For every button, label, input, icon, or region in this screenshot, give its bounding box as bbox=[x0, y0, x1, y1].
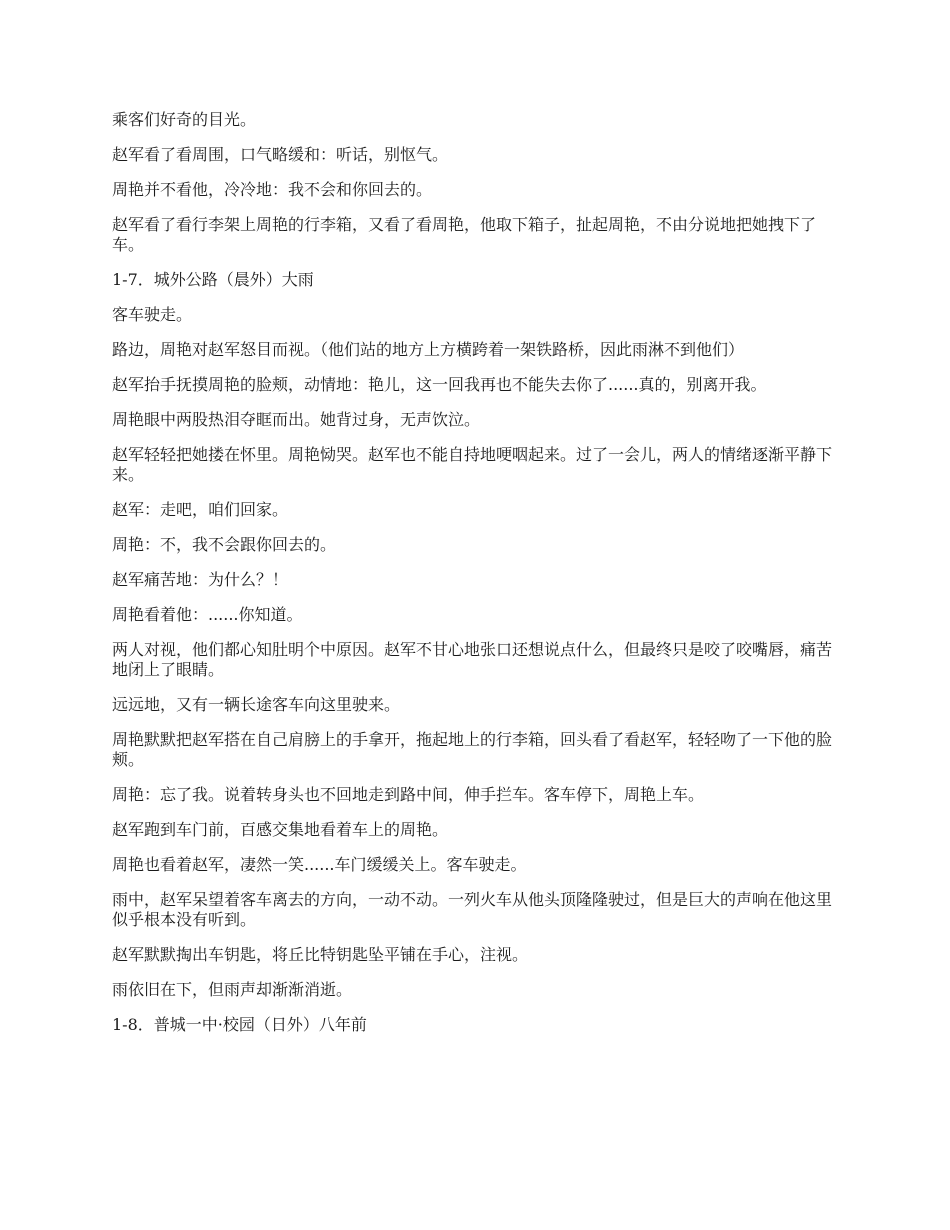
paragraph: 赵军抬手抚摸周艳的脸颊，动情地：艳儿，这一回我再也不能失去你了......真的，别离开我。 bbox=[112, 375, 767, 394]
paragraph: 赵军看了看行李架上周艳的行李箱，又看了看周艳，他取下箱子，扯起周艳，不由分说地把她拽下了车。 bbox=[112, 215, 817, 254]
paragraph: 雨中，赵军呆望着客车离去的方向，一动不动。一列火车从他头顶隆隆驶过，但是巨大的声响在他这里似乎根本没有听到。 bbox=[112, 890, 833, 929]
paragraph: 周艳默默把赵军搭在自己肩膀上的手拿开，拖起地上的行李箱，回头看了看赵军，轻轻吻了一下他的脸颊。 bbox=[112, 730, 833, 769]
paragraph: 赵军跑到车门前，百感交集地看着车上的周艳。 bbox=[112, 820, 449, 839]
scene-heading: 1-7．城外公路（晨外）大雨 bbox=[112, 270, 314, 289]
paragraph: 路边，周艳对赵军怒目而视。（他们站的地方上方横跨着一架铁路桥，因此雨淋不到他们） bbox=[112, 340, 745, 359]
paragraph: 客车驶走。 bbox=[112, 305, 193, 324]
document-body bbox=[112, 110, 840, 1050]
paragraph: 周艳：忘了我。说着转身头也不回地走到路中间，伸手拦车。客车停下，周艳上车。 bbox=[112, 785, 705, 804]
scene-heading: 1-8．普城一中·校园（日外）八年前 bbox=[112, 1015, 367, 1034]
paragraph: 赵军看了看周围，口气略缓和：听话，别怄气。 bbox=[112, 145, 449, 164]
paragraph: 周艳并不看他，冷冷地：我不会和你回去的。 bbox=[112, 180, 433, 199]
paragraph: 周艳眼中两股热泪夺眶而出。她背过身，无声饮泣。 bbox=[112, 410, 481, 429]
paragraph: 远远地，又有一辆长途客车向这里驶来。 bbox=[112, 695, 401, 714]
paragraph: 周艳也看着赵军，凄然一笑......车门缓缓关上。客车驶走。 bbox=[112, 855, 527, 874]
paragraph: 雨依旧在下，但雨声却渐渐消逝。 bbox=[112, 980, 353, 999]
paragraph: 赵军：走吧，咱们回家。 bbox=[112, 500, 289, 519]
paragraph: 周艳：不，我不会跟你回去的。 bbox=[112, 535, 337, 554]
paragraph: 赵军轻轻把她搂在怀里。周艳恸哭。赵军也不能自持地哽咽起来。过了一会儿，两人的情绪逐渐平静下来。 bbox=[112, 445, 833, 484]
paragraph: 赵军痛苦地：为什么？！ bbox=[112, 570, 289, 589]
paragraph: 赵军默默掏出车钥匙，将丘比特钥匙坠平铺在手心，注视。 bbox=[112, 945, 529, 964]
paragraph: 两人对视，他们都心知肚明个中原因。赵军不甘心地张口还想说点什么，但最终只是咬了咬嘴唇，痛苦地闭上了眼睛。 bbox=[112, 640, 833, 679]
paragraph: 周艳看着他：......你知道。 bbox=[112, 605, 303, 624]
paragraph: 乘客们好奇的目光。 bbox=[112, 110, 257, 129]
